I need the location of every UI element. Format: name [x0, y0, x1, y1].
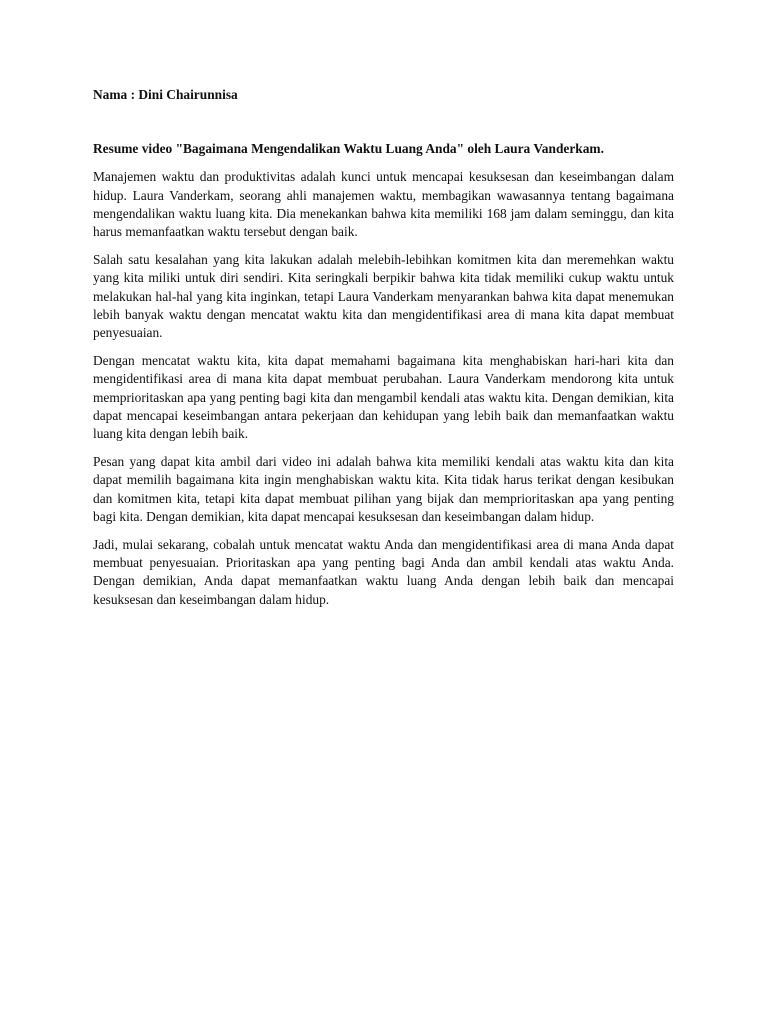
document-body: [93, 86, 674, 609]
paragraph-5: Jadi, mulai sekarang, cobalah untuk mencatat waktu Anda dan mengidentifikasi area di mana Anda dapat membuat penyesuaian. Prioritaskan apa yang penting bagi Anda dan ambil kendali atas waktu Anda. Dengan demikian, Anda dapat memanfaatkan waktu luang Anda dengan lebih baik dan mencapai kesuksesan dan keseimbangan dalam hidup.: [93, 537, 674, 607]
paragraph-1: Manajemen waktu dan produktivitas adalah kunci untuk mencapai kesuksesan dan keseimbangan dalam hidup. Laura Vanderkam, seorang ahli manajemen waktu, membagikan wawasannya tentang bagaimana mengendalikan waktu luang kita. Dia menekankan bahwa kita memiliki 168 jam dalam seminggu, dan kita harus memanfaatkan waktu tersebut dengan baik.: [93, 169, 674, 240]
paragraph-4: Pesan yang dapat kita ambil dari video ini adalah bahwa kita memiliki kendali atas waktu kita dan kita dapat memilih bagaimana kita ingin menghabiskan waktu kita. Kita tidak harus terikat dengan kesibukan dan komitmen kita, tetapi kita dapat membuat pilihan yang bijak dan memprioritaskan apa yang penting bagi kita. Dengan demikian, kita dapat mencapai kesuksesan dan keseimbangan dalam hidup.: [93, 454, 674, 524]
author-name-line: Nama : Dini Chairunnisa: [93, 87, 238, 102]
paragraph-2: Salah satu kesalahan yang kita lakukan adalah melebih-lebihkan komitmen kita dan meremehkan waktu yang kita miliki untuk diri sendiri. Kita seringkali berpikir bahwa kita tidak memiliki cukup waktu untuk melakukan hal-hal yang kita inginkan, tetapi Laura Vanderkam menyarankan bahwa kita dapat menemukan lebih banyak waktu dengan mencatat waktu kita dan mengidentifikasi area di mana kita dapat membuat penyesuaian.: [93, 252, 674, 341]
resume-title: Resume video "Bagaimana Mengendalikan Waktu Luang Anda" oleh Laura Vanderkam.: [93, 141, 604, 157]
paragraph-3: Dengan mencatat waktu kita, kita dapat memahami bagaimana kita menghabiskan hari-hari kita dan mengidentifikasi area di mana kita dapat membuat perubahan. Laura Vanderkam mendorong kita untuk memprioritaskan apa yang penting bagi kita dan mengambil kendali atas waktu kita. Dengan demikian, kita dapat mencapai keseimbangan antara pekerjaan dan kehidupan yang lebih baik dan memanfaatkan waktu luang kita dengan lebih baik.: [93, 353, 674, 442]
